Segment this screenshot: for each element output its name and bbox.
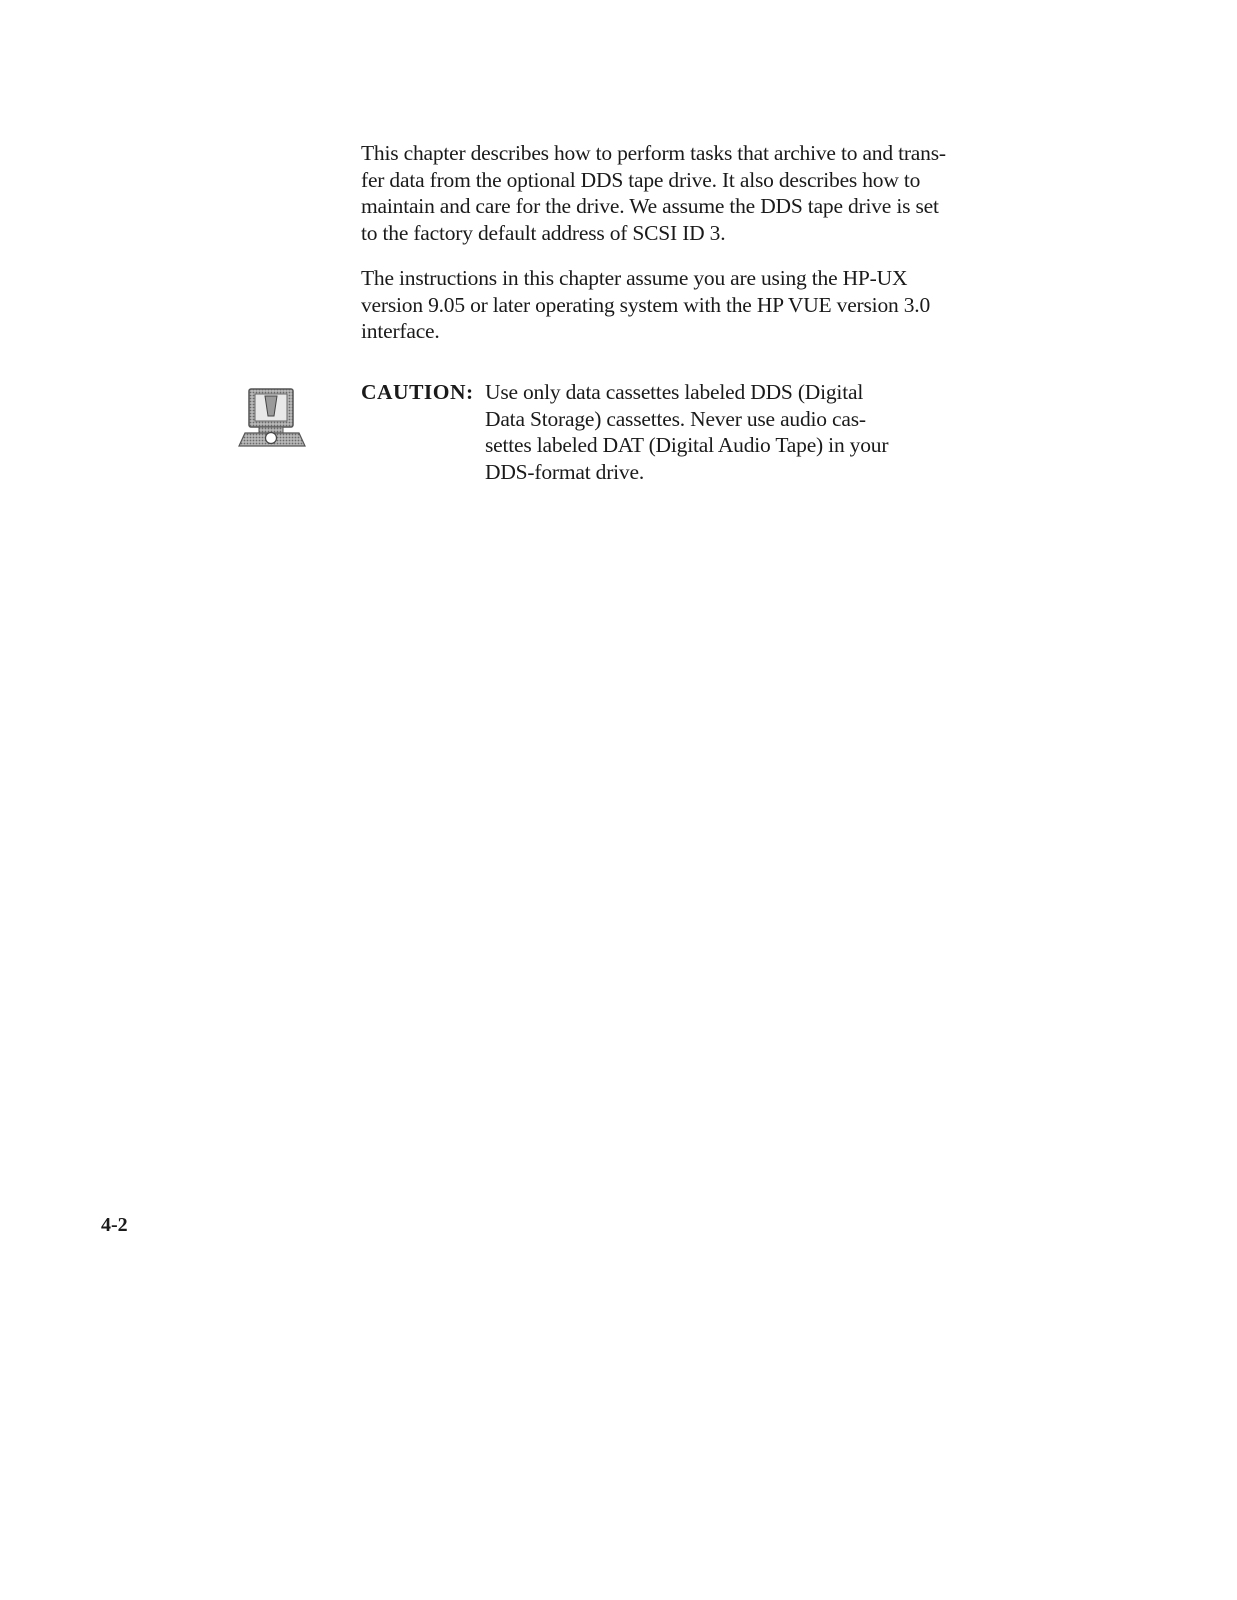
caution-label: CAUTION: [361, 380, 474, 404]
intro-paragraph: This chapter describes how to perform tasks that archive to and trans- fer data from the optional DDS tape drive. It also describes how to maintain and care for the drive. We assume the DDS tape drive is set to the factory default address of SCSI ID 3. [361, 141, 946, 245]
caution-text: Use only data cassettes labeled DDS (Digital Data Storage) cassettes. Never use audio cas- settes labeled DAT (Digital Audio Tape) in your DDS-format drive. [485, 380, 889, 484]
page-number: 4-2 [101, 1214, 128, 1236]
caution-icon [237, 388, 307, 450]
requirements-paragraph: The instructions in this chapter assume you are using the HP-UX version 9.05 or later operating system with the HP VUE version 3.0 interface. [361, 266, 931, 343]
